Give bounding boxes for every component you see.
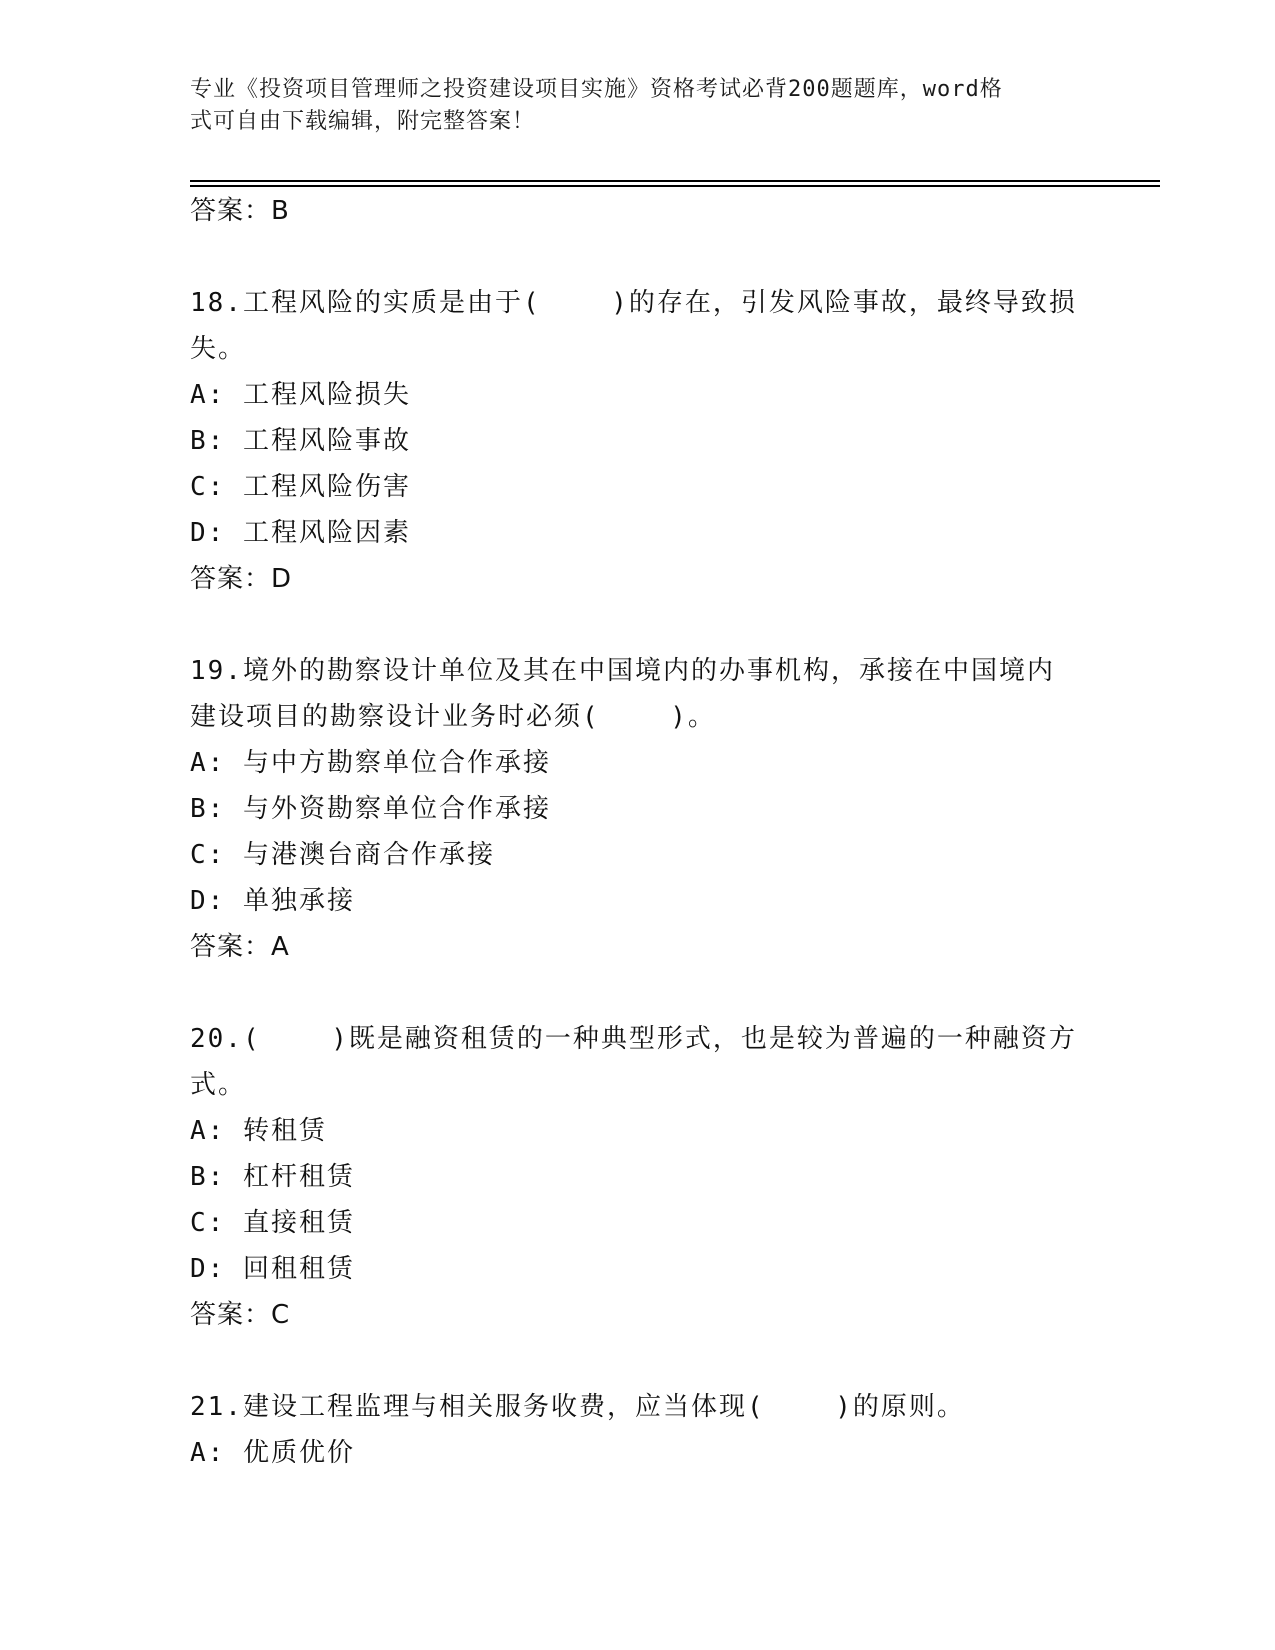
option-b: B: 杠杆租赁 [190,1162,355,1192]
option-c: C: 工程风险伤害 [190,472,411,502]
option-d: D: 单独承接 [190,886,355,916]
question-stem-cont: 失。 [190,334,247,364]
option-c: C: 与港澳台商合作承接 [190,840,495,870]
option-a: A: 优质优价 [190,1438,355,1468]
header-line-1: 专业《投资项目管理师之投资建设项目实施》资格考试必背200题题库，word格 [190,77,1003,102]
question-stem: 19.境外的勘察设计单位及其在中国境内的办事机构，承接在中国境内 [190,656,1055,686]
option-d: D: 回租租赁 [190,1254,355,1284]
option-b: B: 工程风险事故 [190,426,411,456]
header-line-2: 式可自由下载编辑，附完整答案！ [190,109,536,134]
option-c: C: 直接租赁 [190,1208,355,1238]
header-rule-bottom [190,185,1160,187]
option-a: A: 工程风险损失 [190,380,411,410]
question-stem-cont: 建设项目的勘察设计业务时必须( )。 [190,702,716,732]
answer: 答案：D [190,564,293,594]
question-20 [190,1016,1090,1338]
question-list [190,188,1090,1476]
question-21 [190,1384,1090,1476]
answer: 答案：A [190,932,290,962]
question-stem: 18.工程风险的实质是由于( )的存在，引发风险事故，最终导致损 [190,288,1077,318]
question-18 [190,280,1090,602]
previous-answer: 答案：B [190,196,290,226]
document-header [190,74,1090,138]
option-a: A: 转租赁 [190,1116,327,1146]
question-19 [190,648,1090,970]
header-rule-top [190,180,1160,182]
option-a: A: 与中方勘察单位合作承接 [190,748,551,778]
question-stem: 21.建设工程监理与相关服务收费，应当体现( )的原则。 [190,1392,965,1422]
question-stem-cont: 式。 [190,1070,247,1100]
option-d: D: 工程风险因素 [190,518,411,548]
answer: 答案：C [190,1300,291,1330]
option-b: B: 与外资勘察单位合作承接 [190,794,551,824]
question-stem: 20.( )既是融资租赁的一种典型形式，也是较为普遍的一种融资方 [190,1024,1077,1054]
